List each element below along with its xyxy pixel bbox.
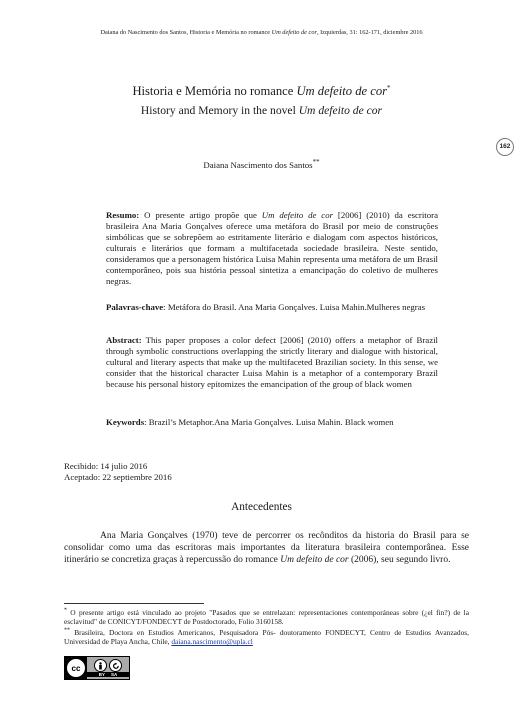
creative-commons-icon: cc — [65, 657, 87, 679]
keywords — [106, 417, 438, 428]
body-text-pre: Ana Maria Gonçalves (1970) teve de percorrer os recônditos da historia do Brasil para se consolidar como uma das escritoras mais importantes da literatura brasileira contemporânea. Esse itinerário se concretiza graças à repercussão do romance — [64, 531, 469, 565]
palavras-chave-label: Palavras-chave — [106, 302, 164, 312]
abstract-paragraph — [106, 335, 438, 390]
english-title-text: History and Memory in the novel — [140, 104, 299, 117]
sa-label: SA — [111, 672, 118, 677]
body-italic: Um defeito de cor — [280, 555, 349, 565]
resumo-label: Resumo: — [106, 210, 140, 220]
accepted-date: Aceptado: 22 septiembre 2016 — [64, 472, 172, 482]
palavras-chave — [106, 302, 438, 313]
footnote-2-text: Brasileira, Doctora en Estudios Americanos, Pesquisadora Pós- doutoramento FONDECYT, Centro de Estudios Avanzados, Universidad de Playa Ancha, Chile, — [64, 628, 469, 647]
author-footnote-mark[interactable]: ** — [312, 158, 320, 167]
body-paragraph — [64, 530, 469, 566]
title-footnote-mark[interactable]: * — [387, 83, 391, 92]
english-title-italic: Um defeito de cor — [298, 104, 383, 117]
share-alike-icon — [109, 659, 122, 672]
keywords-text: : Brazil’s Metaphor.Ana Maria Gonçalves. Luisa Mahin. Black women — [144, 417, 394, 427]
cc-license-badge[interactable] — [64, 656, 130, 680]
resumo-italic: Um defeito de cor — [261, 210, 334, 220]
footnote-divider — [64, 603, 204, 604]
author-line — [0, 160, 523, 170]
resumo-text-pre: O presente artigo propõe que — [139, 210, 262, 220]
by-label: BY — [98, 672, 105, 677]
running-header-prefix: Daiana do Nascimento dos Santos, Historia e Memória no romance — [100, 29, 272, 36]
cc-license-terms — [87, 657, 129, 679]
author-name: Daiana Nascimento dos Santos — [203, 160, 313, 170]
section-heading: Antecedentes — [231, 501, 292, 513]
title-italic: Um defeito de cor — [296, 84, 388, 98]
palavras-chave-text: : Metáfora do Brasil. Ana Maria Gonçalves. Luisa Mahin.Mulheres negras — [163, 302, 426, 312]
keywords-label: Keywords — [106, 417, 145, 427]
page-number-badge: 162 — [496, 138, 514, 156]
title-text: Historia e Memória no romance — [132, 84, 297, 98]
resumo-text-post: [2006] (2010) da escritora brasileira Ana Maria Gonçalves oferece uma metáfora do Brasil por meio de construções simbólicas que se sobrepõem ao estritamente literário e dialogam com aspectos históricos, culturais e literários que formam a multifacetada sociedade brasileira. Neste sentido, consideramos que a personagem histórica Luisa Mahin representa uma metáfora de um Brasil contemporâneo, pois sua história pessoal sintetiza a emancipação do coletivo de mulheres negras. — [106, 210, 438, 286]
footnote-1 — [64, 608, 469, 626]
abstract-text: This paper proposes a color defect [2006] (2010) offers a metaphor of Brazil through symbolic constructions overlapping the strictly literary and dialogue with historical, cultural and literary aspects that make up the multifaceted Brazilian society. In this sense, we consider that the historical character Luisa Mahin is a metaphor of a contemporary Brazil because his personal history epitomizes the emancipation of the group of black women — [106, 335, 438, 389]
author-email-link[interactable]: daiana.nascimento@upla.cl — [171, 637, 253, 647]
footnote-2 — [64, 628, 469, 646]
footnote-2-mark: ** — [64, 627, 70, 634]
body-text-post: (2006), seu segundo livro. — [348, 555, 451, 565]
footnote-1-mark: * — [64, 607, 67, 614]
received-date: Recibido: 14 julio 2016 — [64, 461, 148, 471]
resumo-paragraph — [106, 210, 438, 287]
publication-dates — [64, 461, 172, 483]
running-header — [0, 29, 523, 36]
attribution-icon — [94, 659, 107, 672]
article-title — [0, 84, 523, 99]
running-header-suffix: , Izquierdas, 31: 162-171, diciembre 2016 — [316, 29, 423, 36]
footnote-1-text: O presente artigo está vinculado ao projeto "Pasados que se entrelazan: representaciones contemporáneas sobre (¿el fin?) de la esclavitud" de CONICYT/FONDECYT de Postdoctorado, Folio 3160158. — [64, 608, 469, 627]
article-title-english — [0, 104, 523, 117]
abstract-label: Abstract: — [106, 335, 142, 345]
running-header-title: Um defeito de cor — [271, 29, 317, 36]
